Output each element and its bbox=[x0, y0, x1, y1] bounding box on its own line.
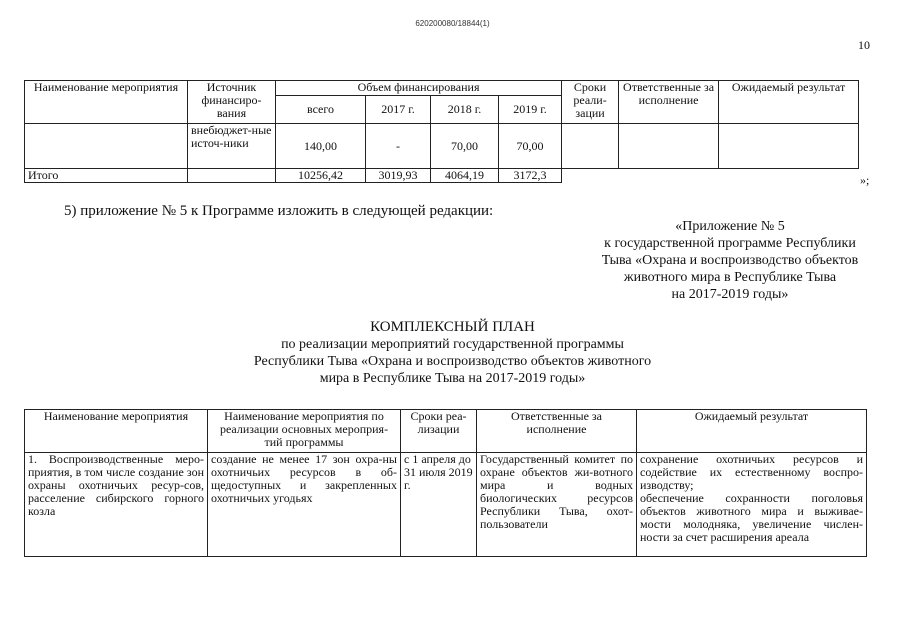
document-id: 620200080/18844(1) bbox=[415, 19, 490, 28]
col-header-source: Источник финансиро-вания bbox=[188, 81, 276, 124]
y2018-cell: 70,00 bbox=[431, 124, 499, 169]
col-header-name: Наименование мероприятия bbox=[25, 410, 208, 453]
appendix-caption bbox=[560, 218, 900, 303]
col-header-2018: 2018 г. bbox=[431, 96, 499, 124]
col-header-responsible: Ответственные за исполнение bbox=[477, 410, 637, 453]
empty-cell bbox=[562, 124, 619, 169]
result-cell bbox=[637, 453, 867, 557]
total-row bbox=[25, 169, 859, 183]
plan-subtitle-line: Республики Тыва «Охрана и воспроизводство объектов животного bbox=[253, 354, 652, 369]
total-cell: 140,00 bbox=[276, 124, 366, 169]
col-header-2017: 2017 г. bbox=[366, 96, 431, 124]
col-header-result: Ожидаемый результат bbox=[719, 81, 859, 124]
empty-cell bbox=[188, 169, 276, 183]
total-2018-cell: 4064,19 bbox=[431, 169, 499, 183]
table-row bbox=[25, 453, 867, 557]
measure-name-cell: 1. Воспроизводственные меро-приятия, в том числе создание зон охраны охотничьих ресур-сов, расселение сибирского горного козла bbox=[25, 453, 208, 557]
y2017-cell: - bbox=[366, 124, 431, 169]
sub-measure-cell: создание не менее 17 зон охра-ны охотничьих ресурсов в об-щедоступных и закрепленных охотничьих угодьях bbox=[208, 453, 401, 557]
total-2017-cell: 3019,93 bbox=[366, 169, 431, 183]
financing-table bbox=[24, 80, 859, 183]
y2019-cell: 70,00 bbox=[499, 124, 562, 169]
appendix-line: Тыва «Охрана и воспроизводство объектов bbox=[601, 253, 859, 268]
empty-cell bbox=[619, 124, 719, 169]
page-number: 10 bbox=[858, 38, 870, 52]
empty-cell bbox=[719, 124, 859, 169]
plan-title bbox=[0, 319, 905, 387]
col-header-terms: Сроки реали-зации bbox=[562, 81, 619, 124]
closing-quote-mark: »; bbox=[860, 173, 870, 187]
result-item: сохранение охотничьих ресурсов и содействие их естественному воспро-изводству; bbox=[640, 452, 863, 492]
plan-heading: КОМПЛЕКСНЫЙ ПЛАН bbox=[370, 319, 535, 335]
blank-area bbox=[562, 169, 859, 183]
responsible-cell: Государственный комитет по охране объектов жи-вотного мира и водных биологических ресурсов Республики Тыва, охот-пользователи bbox=[477, 453, 637, 557]
appendix-line: «Приложение № 5 bbox=[675, 219, 785, 234]
col-header-2019: 2019 г. bbox=[499, 96, 562, 124]
col-header-funding: Объем финансирования bbox=[276, 81, 562, 96]
terms-cell: с 1 апреля до 31 июля 2019 г. bbox=[401, 453, 477, 557]
appendix-line: к государственной программе Республики bbox=[604, 236, 856, 251]
col-header-responsible: Ответственные за исполнение bbox=[619, 81, 719, 124]
col-header-result: Ожидаемый результат bbox=[637, 410, 867, 453]
col-header-terms: Сроки реа-лизации bbox=[401, 410, 477, 453]
col-header-total: всего bbox=[276, 96, 366, 124]
complex-plan-table bbox=[24, 409, 867, 557]
total-2019-cell: 3172,3 bbox=[499, 169, 562, 183]
empty-cell bbox=[25, 124, 188, 169]
col-header-sub-name: Наименование мероприятия по реализации основных мероприя-тий программы bbox=[208, 410, 401, 453]
appendix-line: на 2017-2019 годы» bbox=[671, 287, 789, 302]
plan-subtitle-line: по реализации мероприятий государственной программы bbox=[281, 337, 624, 352]
total-label: Итого bbox=[25, 169, 188, 183]
appendix-line: животного мира в Республике Тыва bbox=[623, 270, 837, 285]
plan-subtitle-line: мира в Республике Тыва на 2017-2019 годы» bbox=[319, 371, 586, 386]
source-cell: внебюджет-ные источ-ники bbox=[188, 124, 276, 169]
instruction-text: 5) приложение № 5 к Программе изложить в следующей редакции: bbox=[64, 203, 494, 219]
grand-total-cell: 10256,42 bbox=[276, 169, 366, 183]
result-item: обеспечение сохранности поголовья объектов животного мира и выживае-мости молодняка, увеличение числен-ности за счет расширения ареала bbox=[640, 491, 863, 544]
table-row bbox=[25, 124, 859, 169]
col-header-name: Наименование мероприятия bbox=[25, 81, 188, 124]
